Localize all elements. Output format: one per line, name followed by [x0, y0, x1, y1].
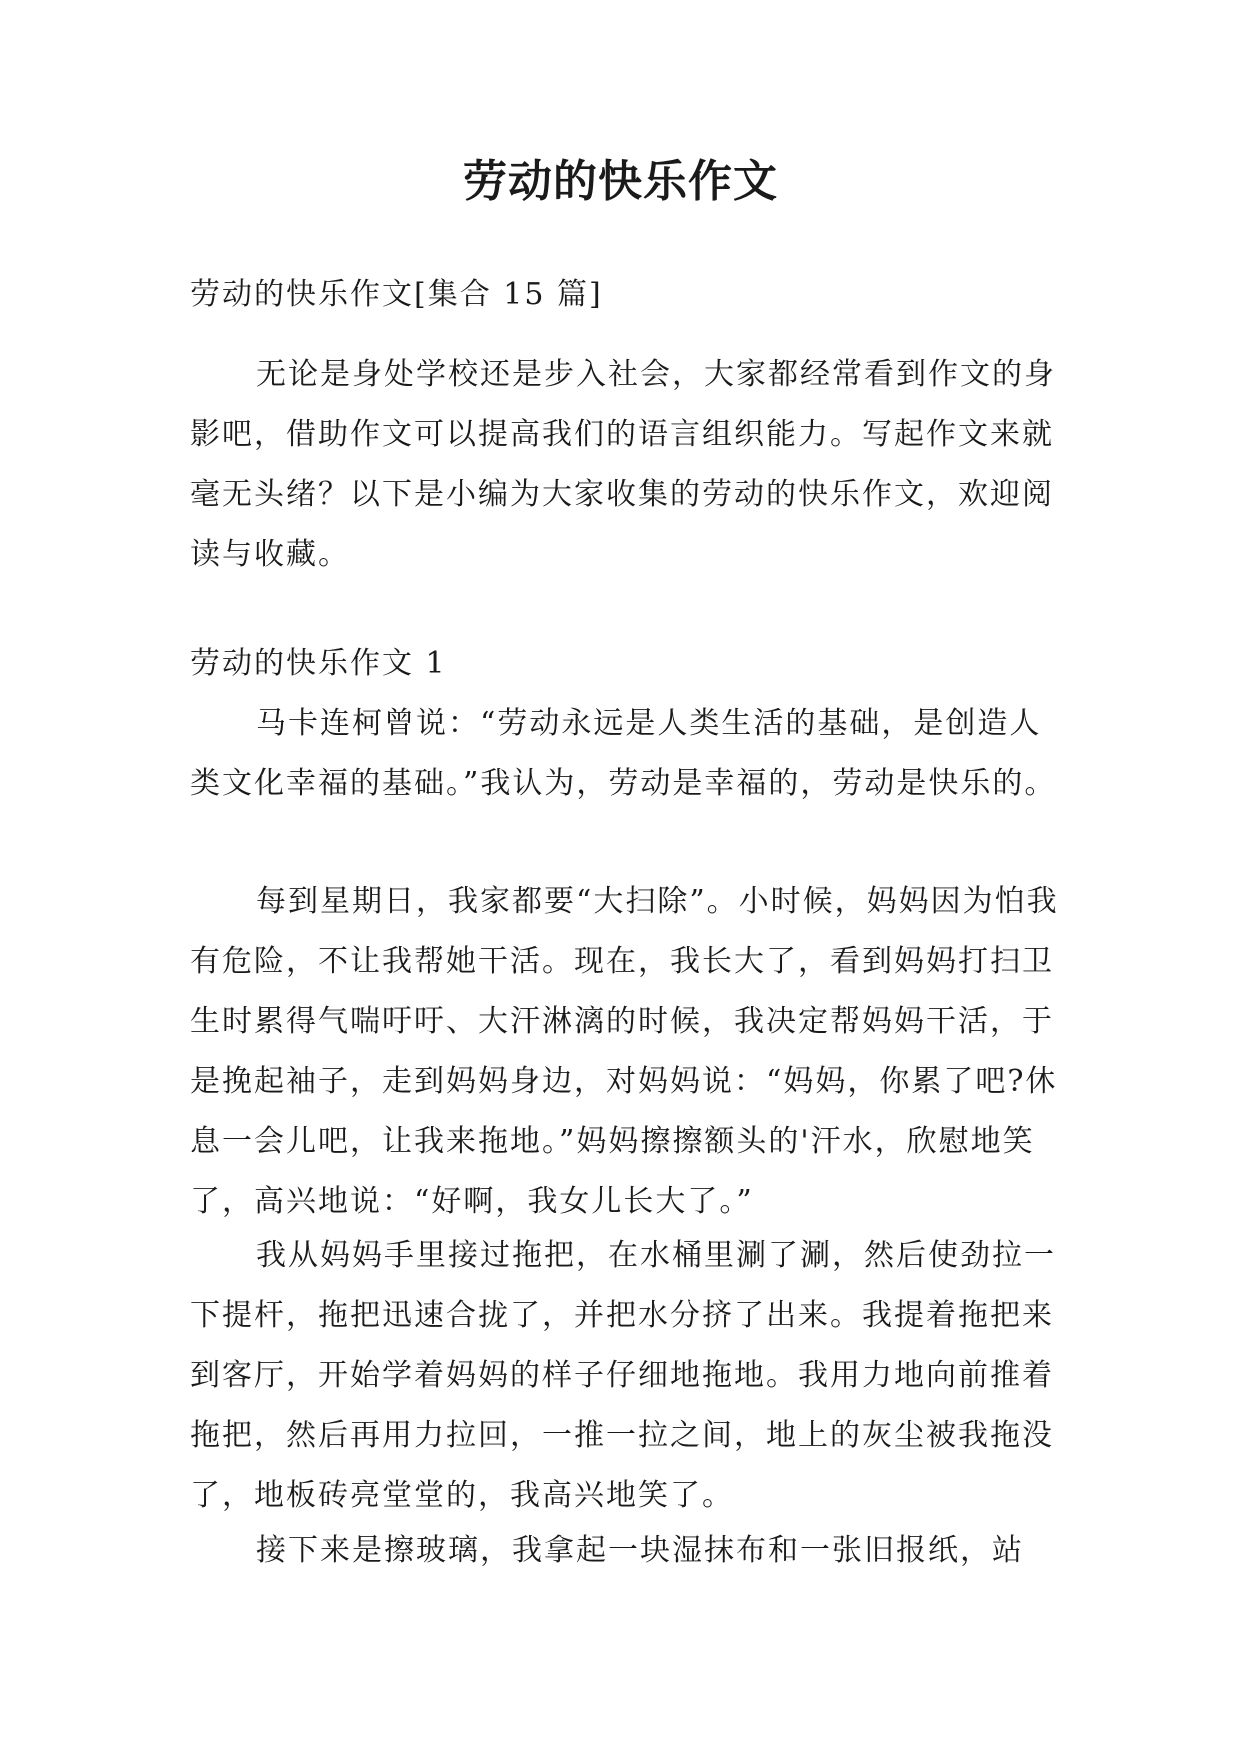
- intro-paragraph: 无论是身处学校还是步入社会，大家都经常看到作文的身影吧，借助作文可以提高我们的语言组织能力。写起作文来就毫无头绪？以下是小编为大家收集的劳动的快乐作文，欢迎阅读与收藏。: [190, 357, 1056, 572]
- intro-heading: 劳动的快乐作文[集合 15 篇]: [190, 277, 603, 312]
- essay-paragraph: 每到星期日，我家都要“大扫除”。小时候，妈妈因为怕我有危险，不让我帮她干活。现在，我长大了，看到妈妈打扫卫生时累得气喘吁吁、大汗淋漓的时候，我决定帮妈妈干活，于是挽起袖子，走到妈妈身边，对妈妈说：“妈妈，你累了吧?休息一会儿吧，让我来拖地。”妈妈擦擦额头的'汗水，欣慰地笑了，高兴地说：“好啊，我女儿长大了。”: [190, 884, 1059, 1219]
- essay-paragraph: 我从妈妈手里接过拖把，在水桶里涮了涮，然后使劲拉一下提杆，拖把迅速合拢了，并把水分挤了出来。我提着拖把来到客厅，开始学着妈妈的样子仔细地拖地。我用力地向前推着拖把，然后再用力拉回，一推一拉之间，地上的灰尘被我拖没了，地板砖亮堂堂的，我高兴地笑了。: [190, 1238, 1056, 1513]
- page-title: 劳动的快乐作文: [463, 156, 778, 207]
- essay-paragraph: 接下来是擦玻璃，我拿起一块湿抹布和一张旧报纸，站: [256, 1533, 1024, 1568]
- essay-heading: 劳动的快乐作文 1: [190, 646, 447, 681]
- essay-paragraph: 马卡连柯曾说：“劳动永远是人类生活的基础，是创造人类文化幸福的基础。”我认为，劳动是幸福的，劳动是快乐的。: [190, 706, 1057, 801]
